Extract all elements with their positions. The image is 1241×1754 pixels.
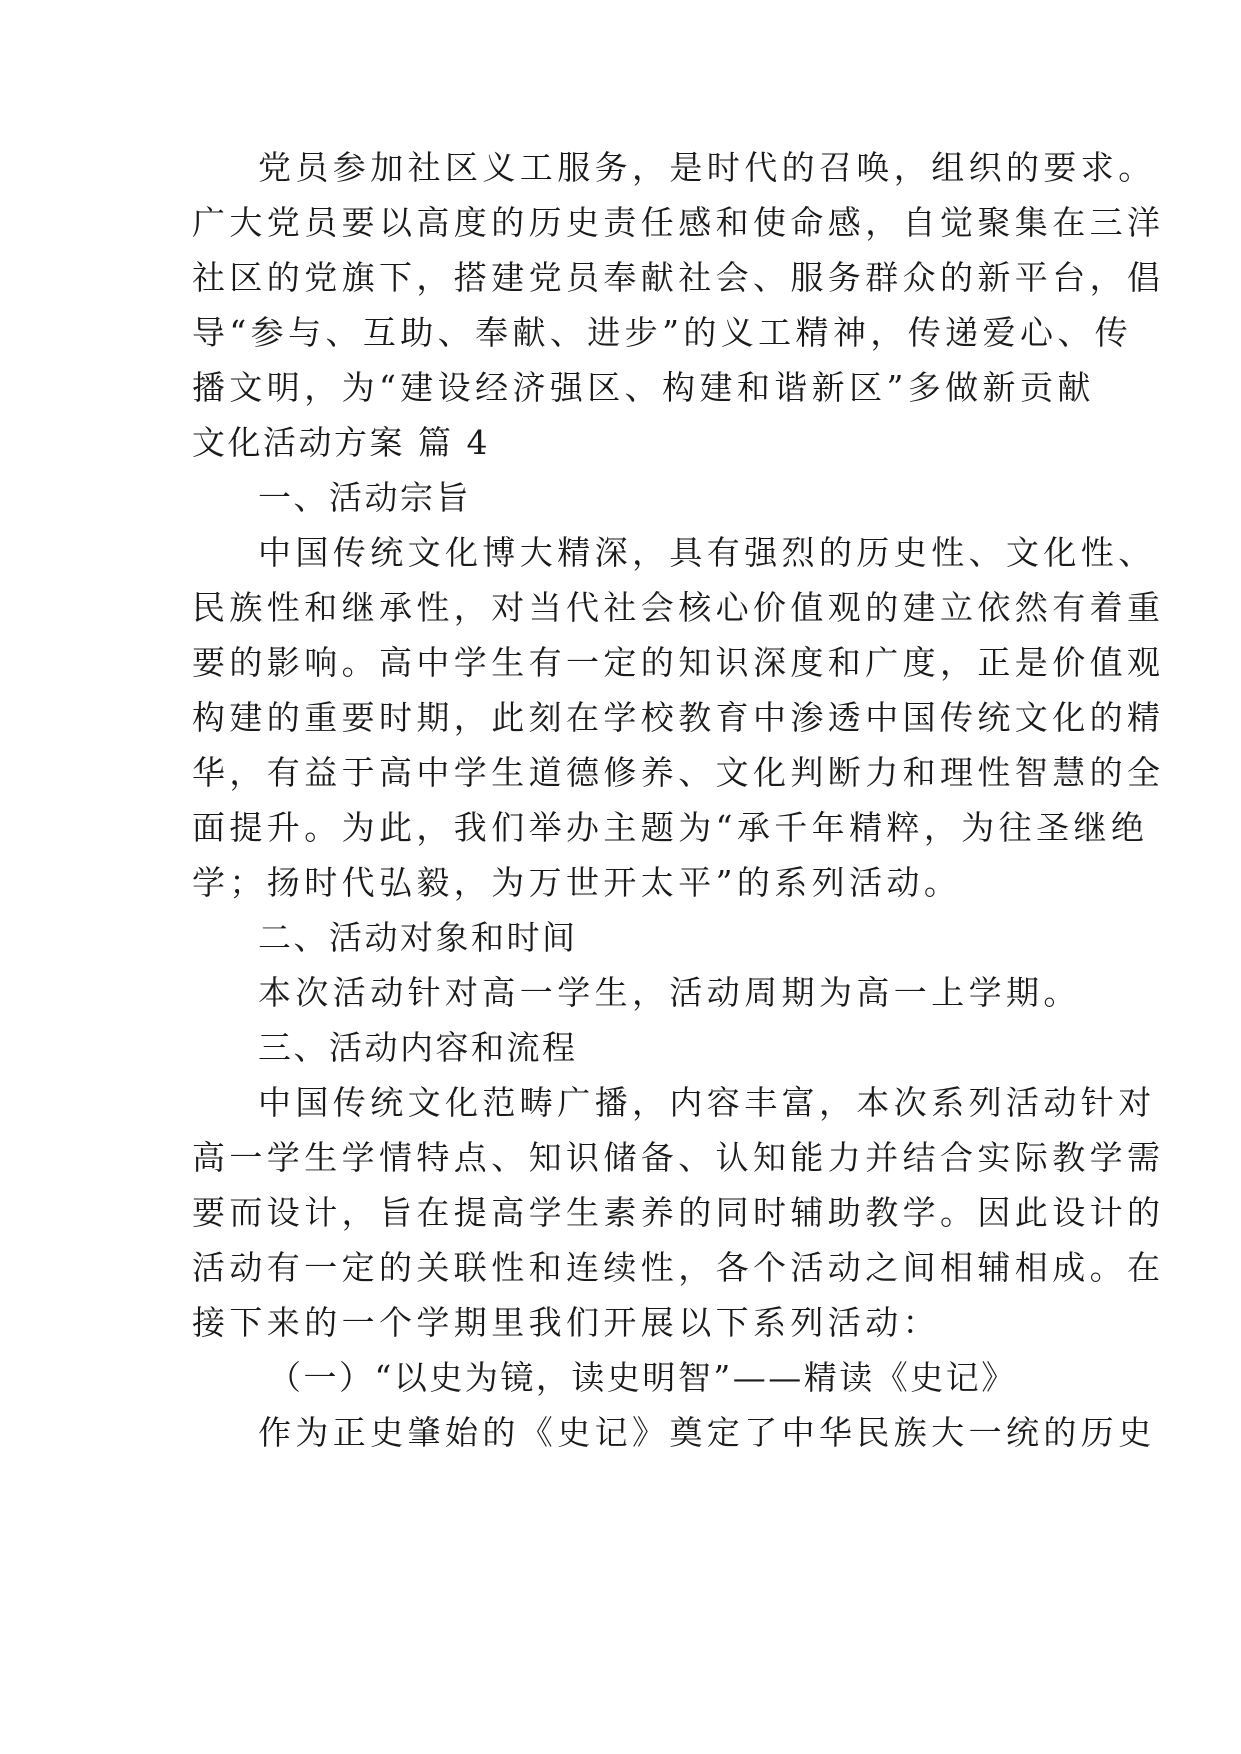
section-heading: 三、活动内容和流程 [258, 1028, 578, 1067]
paragraph-line: 党员参加社区义工服务，是时代的召唤，组织的要求。 [258, 148, 1156, 187]
paragraph-line: 学；扬时代弘毅，为万世开太平”的系列活动。 [192, 863, 962, 902]
paragraph-line: 活动有一定的关联性和连续性，各个活动之间相辅相成。在 [192, 1248, 1165, 1287]
paragraph-line: 中国传统文化博大精深，具有强烈的历史性、文化性、 [258, 533, 1156, 572]
paragraph-line: 华，有益于高中学生道德修养、文化判断力和理性智慧的全 [192, 753, 1165, 792]
paragraph-line: 高一学生学情特点、知识储备、认知能力并结合实际教学需 [192, 1138, 1165, 1177]
section-title: 文化活动方案 篇 4 [192, 423, 490, 462]
section-heading: 二、活动对象和时间 [258, 918, 578, 957]
section-heading: 一、活动宗旨 [258, 478, 471, 517]
paragraph-line: 要而设计，旨在提高学生素养的同时辅助教学。因此设计的 [192, 1193, 1165, 1232]
paragraph-line: 要的影响。高中学生有一定的知识深度和广度，正是价值观 [192, 643, 1165, 682]
paragraph-line: 导“参与、互助、奉献、进步”的义工精神，传递爱心、传 [192, 313, 1133, 352]
paragraph-line: 作为正史肇始的《史记》奠定了中华民族大一统的历史 [258, 1413, 1156, 1452]
paragraph-line: 面提升。为此，我们举办主题为“承千年精粹，为往圣继绝 [192, 808, 1149, 847]
paragraph-line: 构建的重要时期，此刻在学校教育中渗透中国传统文化的精 [192, 698, 1165, 737]
paragraph-line: 接下来的一个学期里我们开展以下系列活动： [192, 1303, 940, 1342]
paragraph-line: 播文明，为“建设经济强区、构建和谐新区”多做新贡献 [192, 368, 1095, 407]
paragraph-line: 中国传统文化范畴广播，内容丰富，本次系列活动针对 [258, 1083, 1156, 1122]
paragraph-line: 广大党员要以高度的历史责任感和使命感，自觉聚集在三洋 [192, 203, 1165, 242]
subsection-heading: （一）“以史为镜，读史明智”——精读《史记》 [268, 1358, 1017, 1397]
paragraph-line: 社区的党旗下，搭建党员奉献社会、服务群众的新平台，倡 [192, 258, 1165, 297]
paragraph-line: 本次活动针对高一学生，活动周期为高一上学期。 [258, 973, 1081, 1012]
paragraph-line: 民族性和继承性，对当代社会核心价值观的建立依然有着重 [192, 588, 1165, 627]
